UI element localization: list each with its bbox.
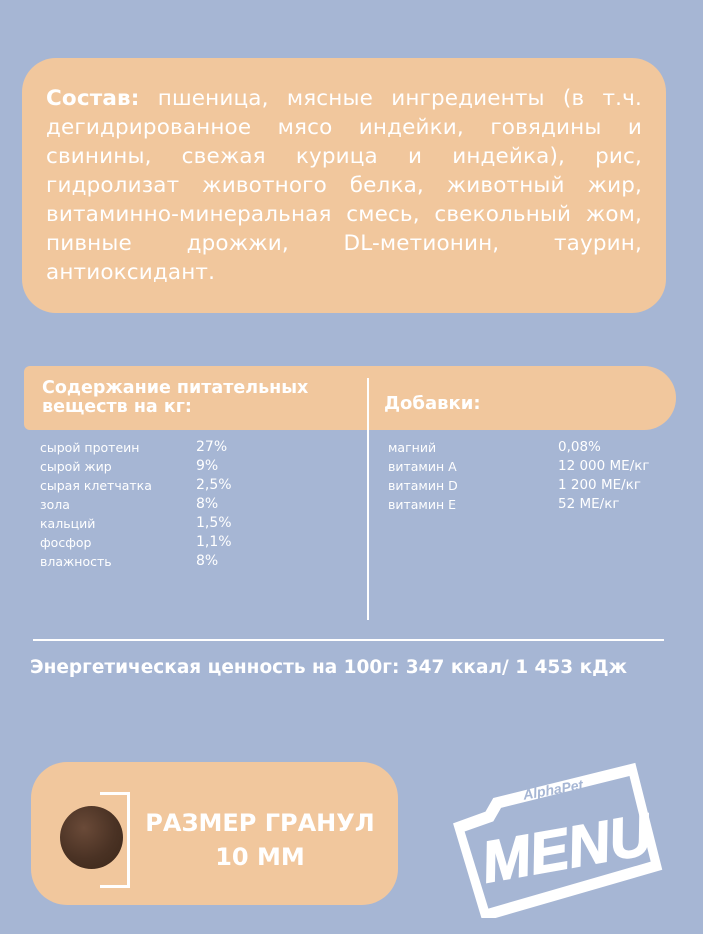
additive-value: 12 000 МЕ/кг xyxy=(558,458,650,474)
additives-title: Добавки: xyxy=(384,393,481,414)
additive-value: 1 200 МЕ/кг xyxy=(558,477,641,493)
nutrient-name: сырой жир xyxy=(40,459,112,474)
additives-list xyxy=(388,438,688,514)
column-divider xyxy=(367,378,369,620)
nutrient-name: влажность xyxy=(40,554,112,569)
nutrient-name: кальций xyxy=(40,516,96,531)
nutrient-row xyxy=(40,476,340,495)
logo-brand: AlphaPet xyxy=(521,776,585,803)
granule-size-value: 10 ММ xyxy=(215,843,305,871)
composition-text xyxy=(46,84,642,287)
nutrient-row xyxy=(40,552,340,571)
nutrient-name: сырая клетчатка xyxy=(40,478,152,493)
additive-row xyxy=(388,495,688,514)
granule-size-label: РАЗМЕР ГРАНУЛ xyxy=(145,809,375,837)
bracket-line xyxy=(100,792,130,888)
nutrients-list xyxy=(40,438,340,571)
nutrient-name: сырой протеин xyxy=(40,440,140,455)
nutrient-row xyxy=(40,457,340,476)
nutrient-value: 9% xyxy=(196,458,219,474)
nutrient-value: 27% xyxy=(196,439,228,455)
nutrient-row xyxy=(40,533,340,552)
additive-name: магний xyxy=(388,440,437,455)
nutrient-value: 8% xyxy=(196,553,219,569)
nutrition-header xyxy=(24,366,676,430)
additive-name: витамин E xyxy=(388,497,457,512)
nutrient-value: 1,1% xyxy=(196,534,232,550)
logo-name: MENU xyxy=(476,801,657,896)
nutrient-row xyxy=(40,438,340,457)
additive-value: 52 МЕ/кг xyxy=(558,496,620,512)
nutrient-value: 1,5% xyxy=(196,515,232,531)
granule-size-text xyxy=(140,806,380,874)
composition-ingredients: пшеница, мясные ингредиенты (в т.ч. дегидрированное мясо индейки, говядины и свинины, свежая курица и индейка), рис, гидролизат животного белка, животный жир, витаминно-минеральная смесь, свекольный жом, пивные дрожжи, DL-метионин, таурин, антиоксидант. xyxy=(46,86,642,285)
nutrient-row xyxy=(40,495,340,514)
section-divider xyxy=(33,639,664,641)
additive-name: витамин A xyxy=(388,459,457,474)
energy-value: Энергетическая ценность на 100г: 347 ккал/ 1 453 кДж xyxy=(30,657,628,678)
additive-row xyxy=(388,476,688,495)
additive-value: 0,08% xyxy=(558,439,601,455)
additive-name: витамин D xyxy=(388,478,458,493)
additive-row xyxy=(388,457,688,476)
additive-row xyxy=(388,438,688,457)
nutrient-value: 2,5% xyxy=(196,477,232,493)
nutrient-row xyxy=(40,514,340,533)
nutrient-name: зола xyxy=(40,497,70,512)
nutrient-name: фосфор xyxy=(40,535,92,550)
composition-panel xyxy=(22,58,666,313)
nutrients-title: Содержание питательных веществ на кг: xyxy=(42,378,309,417)
composition-label: Состав: xyxy=(46,86,140,111)
nutrient-value: 8% xyxy=(196,496,219,512)
alphapet-menu-logo xyxy=(440,758,670,918)
